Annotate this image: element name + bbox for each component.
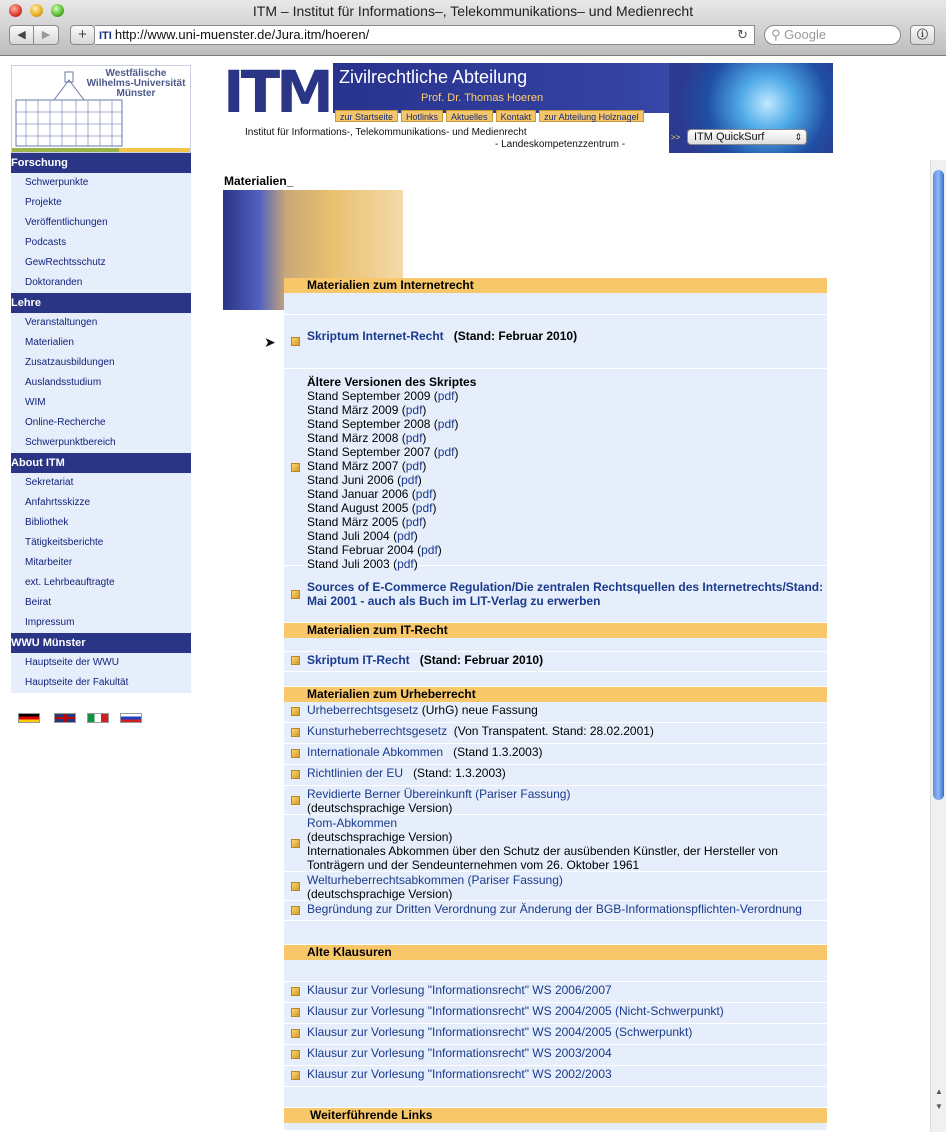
pdf-link[interactable]: pdf — [405, 403, 423, 417]
nav-startseite[interactable]: zur Startseite — [335, 110, 398, 122]
nav-section-forschung — [11, 153, 191, 293]
nav-item-anfahrtsskizze[interactable]: Anfahrtsskizze — [11, 493, 191, 513]
list-item — [284, 1003, 827, 1024]
search-icon: ⚲ — [771, 27, 785, 42]
version-label: Stand Juni 2006 — [307, 473, 394, 487]
bullet-icon — [291, 839, 300, 848]
version-label: Stand Juli 2004 — [307, 529, 390, 543]
pdf-link[interactable]: pdf — [405, 431, 423, 445]
pdf-link[interactable]: pdf — [437, 417, 455, 431]
italian-flag-icon[interactable] — [87, 713, 109, 723]
scroll-up-icon[interactable]: ▲ — [935, 1087, 943, 1096]
pdf-link[interactable]: pdf — [401, 473, 418, 487]
forward-button[interactable] — [34, 25, 59, 45]
list-item — [284, 702, 827, 723]
landeskompetenzzentrum: - Landeskompetenzzentrum - — [495, 139, 626, 150]
version-item: Stand März 2007 (pdf) — [307, 459, 427, 473]
bullet-icon — [291, 796, 300, 805]
klausur-link[interactable]: Klausur zur Vorlesung "Informationsrecht" WS 2002/2003 — [307, 1067, 612, 1081]
bullet-icon — [291, 728, 300, 737]
klausur-link[interactable]: Klausur zur Vorlesung "Informationsrecht" WS 2003/2004 — [307, 1046, 612, 1060]
nav-item-sekretariat[interactable]: Sekretariat — [11, 473, 191, 493]
bullet-icon — [291, 1050, 300, 1059]
list-item — [284, 1066, 827, 1087]
section-head-links: Weiterführende Links — [284, 1108, 827, 1123]
version-item: Stand August 2005 (pdf) — [307, 501, 437, 515]
pdf-link[interactable]: pdf — [405, 515, 423, 529]
nav-item-online-recherche[interactable]: Online-Recherche — [11, 413, 191, 433]
university-logo[interactable] — [11, 65, 191, 153]
version-item: Stand Juli 2003 (pdf) — [307, 557, 418, 571]
section-head-it-recht: Materialien zum IT-Recht — [284, 623, 827, 638]
list-item — [284, 786, 827, 815]
nav-kontakt[interactable]: Kontakt — [496, 110, 537, 122]
search-input[interactable] — [764, 25, 901, 45]
version-item: Stand März 2008 (pdf) — [307, 431, 427, 445]
logo-line-2: Wilhelms-Universität — [86, 78, 186, 89]
bullet-icon — [291, 1029, 300, 1038]
address-bar[interactable] — [95, 25, 755, 45]
pdf-link[interactable]: pdf — [437, 389, 455, 403]
wua-link[interactable]: Welturheberrechtsabkommen (Pariser Fassung) — [307, 873, 563, 887]
bullet-icon — [291, 1071, 300, 1080]
spacer — [284, 672, 827, 687]
reload-icon[interactable]: ↻ — [737, 27, 748, 42]
nav-item-schwerpunkte[interactable]: Schwerpunkte — [11, 173, 191, 193]
pdf-link[interactable]: pdf — [397, 557, 414, 571]
window-title: ITM – Institut für Informations–, Telekommunikations– und Medienrecht — [252, 3, 694, 19]
nav-holznagel[interactable]: zur Abteilung Holznagel — [539, 110, 644, 122]
eu-richtlinien-link[interactable]: Richtlinien der EU — [307, 766, 404, 780]
nav-section-lehre — [11, 293, 191, 453]
sidebar — [11, 65, 191, 723]
list-item — [284, 765, 827, 786]
list-item — [284, 1024, 827, 1045]
nav-section-about-itm — [11, 453, 191, 633]
rom-abkommen-description: Internationales Abkommen über den Schutz der ausübenden Künstler, der Hersteller von Tonträgern und der Sendeunternehmen vom 26. Oktober 1961 — [307, 844, 778, 872]
page-title: Materialien_ — [224, 174, 294, 188]
sources-link[interactable]: Sources of E-Commerce Regulation/Die zentralen Rechtsquellen des Internetrechts/Stand: Mai 2001 - auch als Buch im LIT-Verlag zu erwerben — [307, 580, 824, 608]
info-icon: ⓘ — [917, 29, 928, 41]
skriptum-it-stand: (Stand: Februar 2010) — [419, 653, 544, 667]
list-item — [284, 369, 827, 571]
vertical-scrollbar[interactable] — [930, 160, 946, 1132]
kug-link[interactable]: Kunsturheberrechtsgesetz — [307, 724, 448, 738]
urhg-link[interactable]: Urheberrechtsgesetz — [307, 703, 419, 717]
version-item: Stand September 2009 (pdf) — [307, 389, 459, 403]
section-head-urheberrecht: Materialien zum Urheberrecht — [284, 687, 827, 702]
plus-icon: + — [78, 26, 87, 43]
nav-item-veranstaltungen[interactable]: Veranstaltungen — [11, 313, 191, 333]
version-item: Stand Juli 2004 (pdf) — [307, 529, 418, 543]
add-bookmark-button[interactable] — [70, 25, 95, 45]
pdf-link[interactable]: pdf — [415, 487, 433, 501]
list-item — [284, 901, 827, 921]
version-label: Stand September 2008 — [307, 417, 431, 431]
version-item: Stand März 2005 (pdf) — [307, 515, 427, 529]
klausur-link[interactable]: Klausur zur Vorlesung "Informationsrecht" WS 2004/2005 (Nicht-Schwerpunkt) — [307, 1004, 724, 1018]
quicksurf-arrows: >> — [671, 133, 681, 142]
back-button[interactable] — [9, 25, 34, 45]
itm-logo[interactable]: ITM — [223, 58, 330, 126]
rom-abkommen-link[interactable]: Rom-Abkommen — [307, 816, 398, 830]
version-item: Stand September 2008 (pdf) — [307, 417, 459, 431]
pdf-link[interactable]: pdf — [421, 543, 438, 557]
university-name — [86, 69, 186, 99]
version-label: Stand Februar 2004 — [307, 543, 414, 557]
nav-item-hauptseite-fakultaet[interactable]: Hauptseite der Fakultät — [11, 673, 191, 693]
bullet-icon — [291, 770, 300, 779]
version-item: Stand Januar 2006 (pdf) — [307, 487, 437, 501]
bullet-icon — [291, 590, 300, 599]
pdf-link[interactable]: pdf — [415, 501, 433, 515]
abkommen-text: (Stand 1.3.2003) — [453, 745, 543, 759]
list-item — [284, 315, 827, 369]
spacer — [284, 293, 827, 315]
russian-flag-icon[interactable] — [120, 713, 142, 723]
nav-item-beirat[interactable]: Beirat — [11, 593, 191, 613]
department-title: Zivilrechtliche Abteilung — [339, 67, 528, 87]
institute-name: Institut für Informations-, Telekommunikations- und Medienrecht — [245, 127, 527, 138]
select-arrows-icon: ⇕ — [794, 132, 802, 142]
logo-color-bar — [12, 148, 190, 152]
bullet-icon — [291, 987, 300, 996]
pdf-link[interactable]: pdf — [437, 445, 455, 459]
list-item — [284, 1045, 827, 1066]
pdf-link[interactable]: pdf — [397, 529, 414, 543]
skriptum-internet-link[interactable]: Skriptum Internet-Recht — [307, 329, 444, 343]
nav-item-gewrechtsschutz[interactable]: GewRechtsschutz — [11, 253, 191, 273]
nav-item-bibliothek[interactable]: Bibliothek — [11, 513, 191, 533]
nav-item-taetigkeitsberichte[interactable]: Tätigkeitsberichte — [11, 533, 191, 553]
nav-item-veroeffentlichungen[interactable]: Veröffentlichungen — [11, 213, 191, 233]
nav-item-auslandsstudium[interactable]: Auslandsstudium — [11, 373, 191, 393]
nav-hotlinks[interactable]: Hotlinks — [401, 110, 443, 122]
rbue-link[interactable]: Revidierte Berner Übereinkunft (Pariser Fassung) — [307, 787, 571, 801]
scroll-arrows[interactable] — [931, 1084, 946, 1114]
section-head-klausuren: Alte Klausuren — [284, 945, 827, 960]
nav-item-podcasts[interactable]: Podcasts — [11, 233, 191, 253]
nav-head-forschung: Forschung — [11, 153, 191, 173]
version-label: Stand August 2005 — [307, 501, 409, 515]
browser-toolbar — [0, 0, 946, 56]
quicksurf-select[interactable] — [687, 129, 807, 145]
skriptum-it-link[interactable]: Skriptum IT-Recht — [307, 653, 410, 667]
bullet-icon — [291, 882, 300, 891]
bgb-infov-link[interactable]: Begründung zur Dritten Verordnung zur Änderung der BGB-Informationspflichten-Verordnung — [307, 902, 802, 916]
klausur-link[interactable]: Klausur zur Vorlesung "Informationsrecht" WS 2004/2005 (Schwerpunkt) — [307, 1025, 693, 1039]
nav-item-lehrbeauftragte[interactable]: ext. Lehrbeauftragte — [11, 573, 191, 593]
nav-item-wim[interactable]: WIM — [11, 393, 191, 413]
list-item — [284, 815, 827, 872]
nav-aktuelles[interactable]: Aktuelles — [446, 110, 493, 122]
spacer — [284, 1087, 827, 1108]
list-item — [284, 652, 827, 672]
mouse-cursor-icon: ➤ — [264, 334, 276, 350]
nav-section-wwu — [11, 633, 191, 693]
version-label: Stand März 2009 — [307, 403, 399, 417]
bullet-icon — [291, 707, 300, 716]
url-text: http://www.uni-muenster.de/Jura.itm/hoeren/ — [114, 27, 370, 42]
site-favicon-icon: ITI — [99, 30, 112, 42]
older-versions-head: Ältere Versionen des Skriptes — [307, 375, 477, 389]
nav-item-projekte[interactable]: Projekte — [11, 193, 191, 213]
search-placeholder: Google — [784, 27, 827, 42]
professor-name: Prof. Dr. Thomas Hoeren — [421, 92, 544, 104]
bullet-icon — [291, 906, 300, 915]
abkommen-link[interactable]: Internationale Abkommen — [307, 745, 444, 759]
nav-head-about-itm: About ITM — [11, 453, 191, 473]
rbue-text: (deutschsprachige Version) — [307, 801, 453, 815]
version-item: Stand Februar 2004 (pdf) — [307, 543, 442, 557]
list-item — [284, 872, 827, 901]
version-label: Stand Januar 2006 — [307, 487, 409, 501]
logo-line-1: Westfälische — [105, 68, 167, 79]
eu-richtlinien-text: (Stand: 1.3.2003) — [413, 766, 506, 780]
version-item: Stand Juni 2006 (pdf) — [307, 473, 422, 487]
nav-item-impressum[interactable]: Impressum — [11, 613, 191, 633]
spacer — [284, 960, 827, 982]
nav-head-lehre: Lehre — [11, 293, 191, 313]
nav-head-wwu: WWU Münster — [11, 633, 191, 653]
english-flag-icon[interactable] — [54, 713, 76, 723]
list-item — [284, 566, 827, 623]
version-label: Stand Juli 2003 — [307, 557, 390, 571]
bullet-icon — [291, 656, 300, 665]
nav-item-materialien[interactable]: Materialien — [11, 333, 191, 353]
bullet-icon — [291, 1008, 300, 1017]
urhg-text: (UrhG) neue Fassung — [421, 703, 538, 717]
scroll-down-icon[interactable]: ▼ — [935, 1102, 943, 1111]
list-item — [284, 744, 827, 765]
language-flags — [11, 713, 191, 723]
info-button[interactable] — [910, 25, 935, 45]
version-item: Stand März 2009 (pdf) — [307, 403, 427, 417]
version-label: Stand September 2009 — [307, 389, 431, 403]
logo-line-3: Münster — [116, 88, 156, 99]
list-item — [284, 982, 827, 1003]
skriptum-internet-stand: (Stand: Februar 2010) — [453, 329, 578, 343]
version-label: Stand März 2005 — [307, 515, 399, 529]
header-nav — [335, 110, 647, 122]
list-item — [284, 723, 827, 744]
bullet-icon — [291, 463, 300, 472]
nav-item-hauptseite-wwu[interactable]: Hauptseite der WWU — [11, 653, 191, 673]
section-head-internetrecht: Materialien zum Internetrecht — [284, 278, 827, 293]
version-item: Stand September 2007 (pdf) — [307, 445, 459, 459]
bullet-icon — [291, 749, 300, 758]
bullet-icon — [291, 337, 300, 346]
version-label: Stand März 2008 — [307, 431, 399, 445]
nav-item-mitarbeiter[interactable]: Mitarbeiter — [11, 553, 191, 573]
nav-item-zusatzausbildungen[interactable]: Zusatzausbildungen — [11, 353, 191, 373]
materials-table — [284, 278, 827, 1131]
back-arrow-icon: ◀ — [17, 29, 26, 41]
kug-text: (Von Transpatent. Stand: 28.02.2001) — [453, 724, 654, 738]
forward-arrow-icon: ▶ — [41, 29, 51, 41]
version-label: Stand September 2007 — [307, 445, 431, 459]
spacer — [284, 921, 827, 945]
site-header — [223, 58, 833, 153]
version-label: Stand März 2007 — [307, 459, 399, 473]
spacer — [284, 638, 827, 652]
klausur-link[interactable]: Klausur zur Vorlesung "Informationsrecht" WS 2006/2007 — [307, 983, 612, 997]
rom-abkommen-text: (deutschsprachige Version) — [307, 830, 453, 844]
german-flag-icon[interactable] — [18, 713, 40, 723]
scrollbar-thumb[interactable] — [933, 170, 944, 800]
nav-item-doktoranden[interactable]: Doktoranden — [11, 273, 191, 293]
pdf-link[interactable]: pdf — [405, 459, 423, 473]
nav-item-schwerpunktbereich[interactable]: Schwerpunktbereich — [11, 433, 191, 453]
spacer — [284, 1123, 827, 1131]
quicksurf-value: ITM QuickSurf — [694, 131, 765, 143]
wua-text: (deutschsprachige Version) — [307, 887, 453, 901]
